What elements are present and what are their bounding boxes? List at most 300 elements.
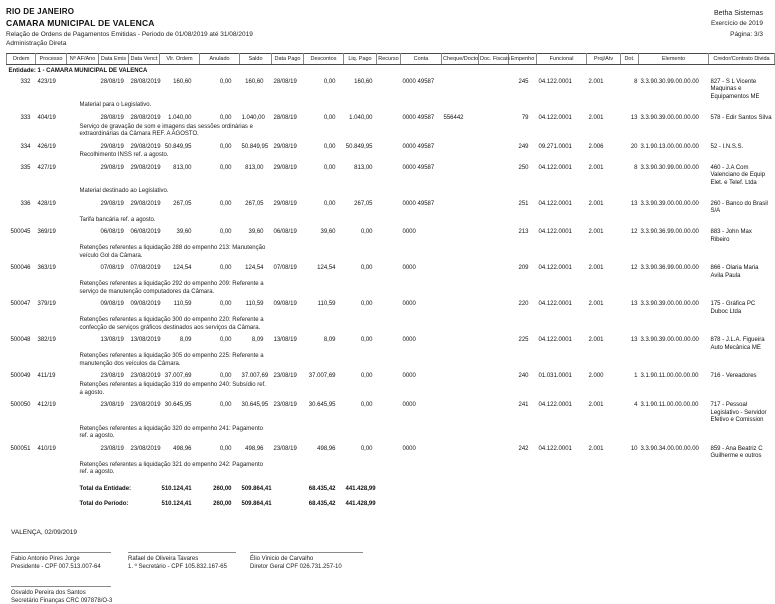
cell-descontos: 498,96: [317, 445, 336, 452]
cell-elemento: 3.3.90.36.99.00.00.00: [640, 229, 699, 236]
cell-af-ano: [67, 371, 99, 381]
cell-proj-atv: 2.001: [588, 114, 604, 121]
cell-data-emis: 29/08/19: [100, 164, 124, 171]
cell-anulado: 0,00: [219, 229, 232, 236]
order-description: Serviço de gravação de som e imagens das sessões ordinárias e extraordinárias da Câmara REF. A AGOSTO.: [79, 123, 253, 138]
cell-cheque-docto: [442, 163, 479, 188]
cell-descontos: 110,59: [317, 301, 336, 308]
cell-cheque-docto: [442, 444, 479, 461]
cell-liq-pago: 0,00: [360, 229, 373, 236]
order-description-row: [7, 425, 775, 444]
cell-doc-fiscais: [479, 400, 509, 425]
signature-line: [250, 552, 363, 553]
order-description-row: [7, 352, 775, 371]
order-description-row: [7, 280, 775, 299]
cell-descontos: 124,54: [317, 265, 336, 272]
column-header: Ordem: [7, 54, 36, 65]
cell-recurso: [377, 227, 401, 244]
cell-empenho: 225: [518, 337, 529, 344]
cell-descontos: 0,00: [323, 114, 336, 121]
spacer-cell: [7, 101, 67, 113]
order-row: [7, 163, 775, 188]
cell-funcional: 04.122.0001: [538, 200, 572, 207]
cell-funcional: 04.122.0001: [538, 78, 572, 85]
spacer-cell: [272, 495, 304, 511]
signature-role: Secretário Finanças CRC 097878/O-3: [11, 598, 113, 604]
cell-data-pago: 06/08/19: [273, 229, 297, 236]
spacer-cell: [272, 316, 775, 335]
cell-data-pago: 29/08/19: [273, 200, 297, 207]
cell-cheque-docto: [442, 400, 479, 425]
spacer-cell: [7, 216, 67, 228]
cell-af-ano: [67, 199, 99, 216]
cell-vlr-ordem: 39,60: [176, 229, 192, 236]
cell-elemento: 3.1.90.13.00.00.00.00: [640, 143, 699, 150]
cell-credor: 716 - Vereadores: [710, 373, 757, 380]
exercise-label: Exercício de 2019: [710, 20, 763, 28]
cell-dot: 13: [630, 114, 638, 121]
total-anulado: 260,00: [213, 485, 232, 492]
column-header: Data Pago: [272, 54, 304, 65]
signature-row: [11, 552, 763, 570]
cell-dot: 12: [630, 265, 638, 272]
cell-data-emis: 28/08/19: [100, 114, 124, 121]
cell-ordem: 500049: [10, 373, 31, 380]
cell-data-pago: 23/08/19: [273, 402, 297, 409]
cell-anulado: 0,00: [219, 301, 232, 308]
cell-proj-atv: 2.001: [588, 402, 604, 409]
cell-saldo: 37.007,69: [241, 373, 269, 380]
order-description: Recolhimento INSS ref. a agosto.: [79, 152, 169, 159]
cell-doc-fiscais: [479, 77, 509, 102]
order-description-row: [7, 216, 775, 228]
column-header: Anulado: [200, 54, 240, 65]
cell-ordem: 335: [20, 164, 31, 171]
cell-data-venct: 13/08/2019: [130, 337, 161, 344]
cell-data-pago: 23/08/19: [273, 373, 297, 380]
spacer-cell: [272, 244, 775, 263]
cell-saldo: 30.645,95: [241, 402, 269, 409]
cell-ordem: 500045: [10, 229, 31, 236]
order-description: Retenções referentes a liquidação 288 do empenho 213: Manutenção veículo Gol da Câmara.: [79, 245, 266, 259]
signature-block-director: [250, 552, 368, 570]
column-header: Descontos: [304, 54, 344, 65]
cell-data-emis: 23/08/19: [100, 373, 124, 380]
column-header: Dot.: [621, 54, 639, 65]
cell-processo: 427/19: [37, 164, 56, 171]
column-header: Saldo: [240, 54, 272, 65]
cell-empenho: 245: [518, 78, 529, 85]
cell-ordem: 332: [20, 78, 31, 85]
cell-cheque-docto: 556442: [443, 114, 464, 121]
signature-block-finance: [11, 586, 121, 604]
orders-table: [6, 53, 775, 511]
administration-label: Administração Direta: [6, 40, 67, 47]
cell-doc-fiscais: [479, 163, 509, 188]
cell-recurso: [377, 263, 401, 280]
spacer-cell: [7, 280, 67, 299]
spacer-cell: [7, 316, 67, 335]
column-header: Conta: [401, 54, 442, 65]
cell-processo: 412/19: [37, 402, 56, 409]
cell-processo: 426/19: [37, 143, 56, 150]
cell-data-venct: 29/08/2019: [130, 200, 161, 207]
order-row: [7, 335, 775, 352]
column-header: Credor/Contrato Divida: [709, 54, 775, 65]
cell-vlr-ordem: 124,54: [173, 265, 192, 272]
cell-saldo: 39,60: [248, 229, 264, 236]
cell-credor: 460 - J.A Com Valenciano de Equip Elet. e Telef. Ltda: [710, 164, 766, 186]
spacer-cell: [272, 280, 775, 299]
cell-empenho: 251: [518, 200, 529, 207]
cell-liq-pago: 0,00: [360, 402, 373, 409]
cell-credor: 52 - I.N.S.S.: [710, 143, 744, 150]
cell-ordem: 500048: [10, 337, 31, 344]
column-header: Data Venct: [129, 54, 160, 65]
order-row: [7, 142, 775, 152]
cell-credor: 859 - Ana Beatriz C Guilherme e outros: [710, 445, 763, 460]
order-description-row: [7, 244, 775, 263]
column-header: Elemento: [639, 54, 709, 65]
total-liq-pago: 441.428,99: [345, 501, 376, 508]
spacer-cell: [272, 461, 775, 480]
order-description-row: [7, 316, 775, 335]
cell-proj-atv: 2.000: [588, 373, 604, 380]
cell-conta: 0000: [402, 265, 416, 272]
total-liq-pago: 441.428,99: [345, 485, 376, 492]
cell-conta: 0000: [402, 301, 416, 308]
cell-doc-fiscais: [479, 227, 509, 244]
total-row: [7, 480, 775, 496]
order-description: Retenções referentes a liquidação 300 do empenho 220: Referente a confecção de serviços gráficos destinados aos serviços da Câmara.: [79, 317, 264, 331]
cell-liq-pago: 0,00: [360, 301, 373, 308]
cell-conta: 0000 49587: [402, 78, 435, 85]
cell-data-emis: 29/08/19: [100, 200, 124, 207]
cell-data-emis: 09/08/19: [100, 301, 124, 308]
column-header: Vlr. Ordem: [160, 54, 200, 65]
total-label: Total da Entidade:: [79, 485, 132, 492]
signature-line: [128, 552, 236, 553]
cell-processo: 411/19: [37, 373, 56, 380]
cell-empenho: 79: [521, 114, 529, 121]
cell-credor: 827 - S L Vicente Maquinas e Equipamentos ME: [710, 78, 760, 100]
cell-dot: 10: [630, 445, 638, 452]
cell-data-venct: 29/08/2019: [130, 164, 161, 171]
cell-anulado: 0,00: [219, 114, 232, 121]
cell-descontos: 8,09: [323, 337, 336, 344]
entity-label: Entidade: 1 - CAMARA MUNICIPAL DE VALENCA: [8, 68, 148, 74]
order-description: Retenções referentes a liquidação 292 do empenho 209: Referente a serviço de manutenção computadores da Câmara.: [79, 281, 264, 295]
cell-anulado: 0,00: [219, 337, 232, 344]
total-vlr-ordem: 510.124,41: [161, 485, 192, 492]
cell-anulado: 0,00: [219, 402, 232, 409]
cell-credor: 883 - John Max Ribeiro: [710, 229, 752, 243]
cell-funcional: 04.122.0001: [538, 337, 572, 344]
order-row: [7, 444, 775, 461]
cell-vlr-ordem: 30.645,95: [164, 402, 192, 409]
cell-empenho: 209: [518, 265, 529, 272]
cell-cheque-docto: [442, 263, 479, 280]
cell-data-pago: 13/08/19: [273, 337, 297, 344]
cell-cheque-docto: [442, 77, 479, 102]
cell-cheque-docto: [442, 199, 479, 216]
cell-af-ano: [67, 400, 99, 425]
spacer-cell: [7, 352, 67, 371]
cell-cheque-docto: [442, 371, 479, 381]
order-row: [7, 371, 775, 381]
cell-data-emis: 28/08/19: [100, 78, 124, 85]
cell-cheque-docto: [442, 299, 479, 316]
cell-doc-fiscais: [479, 263, 509, 280]
order-description-row: [7, 151, 775, 163]
spacer-cell: [272, 381, 775, 400]
signature-name: Osvaldo Pereira dos Santos: [11, 590, 86, 597]
report-subtitle: Relação de Ordens de Pagamentos Emitidas - Periodo de 01/08/2019 até 31/08/2019: [6, 31, 253, 38]
cell-doc-fiscais: [479, 444, 509, 461]
cell-conta: 0000 49587: [402, 200, 435, 207]
cell-af-ano: [67, 263, 99, 280]
cell-anulado: 0,00: [219, 265, 232, 272]
cell-data-pago: 09/08/19: [273, 301, 297, 308]
column-header: Proj/Atv: [587, 54, 621, 65]
total-vlr-ordem: 510.124,41: [161, 501, 192, 508]
cell-cheque-docto: [442, 335, 479, 352]
total-anulado: 260,00: [213, 501, 232, 508]
order-description: Retenções referentes a liquidação 305 do empenho 225: Referente a manutenção dos veículos da Câmara.: [79, 353, 264, 367]
order-description-row: [7, 381, 775, 400]
order-row: [7, 199, 775, 216]
cell-dot: 12: [630, 229, 638, 236]
cell-data-venct: 29/08/2019: [130, 143, 161, 150]
spacer-cell: [272, 123, 775, 142]
cell-data-emis: 23/08/19: [100, 445, 124, 452]
cell-conta: 0000: [402, 445, 416, 452]
cell-data-emis: 06/08/19: [100, 229, 124, 236]
cell-doc-fiscais: [479, 142, 509, 152]
cell-doc-fiscais: [479, 335, 509, 352]
spacer-cell: [272, 352, 775, 371]
cell-data-venct: 28/08/2019: [130, 78, 161, 85]
header-meta: [711, 7, 763, 40]
cell-funcional: 04.122.0001: [538, 265, 572, 272]
cell-proj-atv: 2.001: [588, 78, 604, 85]
cell-conta: 0000: [402, 229, 416, 236]
cell-af-ano: [67, 77, 99, 102]
signature-line: [11, 552, 111, 553]
cell-credor: 878 - J.L.A. Figueira Auto Mecânica ME: [710, 337, 765, 351]
cell-elemento: 3.3.90.30.99.00.00.00: [640, 78, 699, 85]
signature-role: 1. º Secretário - CPF 105.832.167-65: [128, 564, 227, 571]
cell-vlr-ordem: 50.849,95: [164, 143, 192, 150]
cell-saldo: 498,96: [245, 445, 264, 452]
spacer-cell: [7, 425, 67, 444]
cell-proj-atv: 2.001: [588, 265, 604, 272]
spacer-cell: [377, 480, 775, 496]
cell-recurso: [377, 142, 401, 152]
cell-funcional: 04.122.0001: [538, 229, 572, 236]
cell-data-pago: 28/08/19: [273, 114, 297, 121]
cell-funcional: 04.122.0001: [538, 301, 572, 308]
cell-data-pago: 28/08/19: [273, 78, 297, 85]
cell-vlr-ordem: 498,96: [173, 445, 192, 452]
cell-elemento: 3.3.90.39.00.00.00.00: [640, 114, 699, 121]
column-header: Liq. Pago: [344, 54, 377, 65]
order-description: Material destinado ao Legislativo.: [79, 188, 169, 195]
cell-descontos: 30.645,95: [308, 402, 336, 409]
column-header: Cheque/Docto: [442, 54, 479, 65]
cell-af-ano: [67, 163, 99, 188]
cell-processo: 410/19: [37, 445, 56, 452]
cell-recurso: [377, 335, 401, 352]
cell-processo: 404/19: [37, 114, 56, 121]
header-titles: [6, 7, 253, 47]
cell-doc-fiscais: [479, 299, 509, 316]
cell-af-ano: [67, 444, 99, 461]
cell-saldo: 50.849,95: [241, 143, 269, 150]
column-header: Doc. Fiscais: [479, 54, 509, 65]
cell-recurso: [377, 113, 401, 123]
cell-dot: 4: [634, 402, 638, 409]
order-description: Retenções referentes a liquidação 319 do empenho 240: Subsídio ref. a agosto.: [79, 382, 266, 396]
cell-proj-atv: 2.001: [588, 229, 604, 236]
cell-elemento: 3.1.90.11.00.00.00.00: [640, 373, 699, 380]
entity-title: CAMARA MUNICIPAL DE VALENCA: [6, 18, 155, 28]
cell-dot: 8: [634, 78, 638, 85]
cell-ordem: 334: [20, 143, 31, 150]
cell-funcional: 09.271.0001: [538, 143, 572, 150]
cell-credor: 578 - Edir Santos Silva: [710, 114, 772, 121]
order-description: Retenções referentes a liquidação 321 do empenho 242: Pagamento ref. a agosto.: [79, 461, 263, 476]
cell-descontos: 39,60: [320, 229, 336, 236]
cell-liq-pago: 267,05: [354, 200, 373, 207]
signature-name: Rafael de Oliveira Tavares: [128, 556, 199, 563]
cell-processo: 382/19: [37, 337, 56, 344]
cell-proj-atv: 2.001: [588, 301, 604, 308]
signature-role: Presidente - CPF 007.513.007-64: [11, 564, 101, 571]
cell-doc-fiscais: [479, 113, 509, 123]
cell-anulado: 0,00: [219, 143, 232, 150]
cell-descontos: 0,00: [323, 78, 336, 85]
cell-ordem: 500051: [10, 445, 31, 452]
spacer-cell: [272, 216, 775, 228]
cell-af-ano: [67, 335, 99, 352]
spacer-cell: [272, 480, 304, 496]
spacer-cell: [7, 495, 67, 511]
cell-descontos: 0,00: [323, 164, 336, 171]
vendor-label: Betha Sistemas: [713, 10, 763, 17]
cell-ordem: 500050: [10, 402, 31, 409]
cell-funcional: 04.122.0001: [538, 402, 572, 409]
cell-anulado: 0,00: [219, 445, 232, 452]
cell-saldo: 267,05: [245, 200, 264, 207]
cell-recurso: [377, 199, 401, 216]
order-description-row: [7, 187, 775, 199]
report-header: [6, 7, 763, 47]
cell-data-pago: 29/08/19: [273, 143, 297, 150]
cell-saldo: 124,54: [245, 265, 264, 272]
cell-af-ano: [67, 299, 99, 316]
cell-conta: 0000: [402, 337, 416, 344]
cell-processo: 379/19: [37, 301, 56, 308]
cell-saldo: 110,59: [245, 301, 264, 308]
spacer-cell: [377, 495, 775, 511]
cell-data-emis: 07/08/19: [100, 265, 124, 272]
spacer-cell: [7, 480, 67, 496]
cell-vlr-ordem: 160,60: [173, 78, 192, 85]
cell-empenho: 241: [518, 402, 529, 409]
total-saldo: 509.864,41: [241, 501, 272, 508]
cell-vlr-ordem: 8,09: [179, 337, 192, 344]
cell-cheque-docto: [442, 227, 479, 244]
cell-conta: 0000 49587: [402, 114, 435, 121]
cell-saldo: 160,60: [245, 78, 264, 85]
spacer-cell: [272, 151, 775, 163]
cell-credor: 717 - Pessoal Legislativo - Servidor Efetivo e Comission: [710, 402, 767, 424]
cell-af-ano: [67, 113, 99, 123]
cell-dot: 13: [630, 301, 638, 308]
order-row: [7, 227, 775, 244]
cell-liq-pago: 813,00: [354, 164, 373, 171]
state-title: RIO DE JANEIRO: [6, 7, 75, 16]
cell-data-venct: 23/08/2019: [130, 373, 161, 380]
cell-recurso: [377, 299, 401, 316]
order-description-row: [7, 123, 775, 142]
cell-empenho: 220: [518, 301, 529, 308]
column-header: Data Emis: [99, 54, 129, 65]
cell-processo: 369/19: [37, 229, 56, 236]
cell-af-ano: [67, 142, 99, 152]
cell-processo: 363/19: [37, 265, 56, 272]
cell-elemento: 3.3.90.36.99.00.00.00: [640, 265, 699, 272]
order-description: Tarifa bancária ref. a agosto.: [79, 216, 156, 223]
cell-proj-atv: 2.001: [588, 200, 604, 207]
total-row: [7, 495, 775, 511]
cell-ordem: 333: [20, 114, 31, 121]
spacer-cell: [7, 151, 67, 163]
cell-funcional: 01.031.0001: [538, 373, 572, 380]
total-descontos: 68.435,42: [308, 485, 336, 492]
signature-line: [11, 586, 111, 587]
cell-doc-fiscais: [479, 371, 509, 381]
cell-credor: 866 - Olaria Maria Avila Paula: [710, 265, 759, 279]
cell-recurso: [377, 163, 401, 188]
order-row: [7, 400, 775, 425]
cell-data-venct: 07/08/2019: [130, 265, 161, 272]
order-description-row: [7, 101, 775, 113]
cell-proj-atv: 2.001: [588, 164, 604, 171]
cell-data-emis: 13/08/19: [100, 337, 124, 344]
cell-data-venct: 09/08/2019: [130, 301, 161, 308]
cell-liq-pago: 0,00: [360, 373, 373, 380]
signature-block-secretary: [128, 552, 242, 570]
cell-conta: 0000: [402, 373, 416, 380]
cell-empenho: 242: [518, 445, 529, 452]
cell-funcional: 04.122.0001: [538, 164, 572, 171]
cell-recurso: [377, 400, 401, 425]
cell-recurso: [377, 444, 401, 461]
column-header: Funcional: [537, 54, 587, 65]
entity-row: [7, 65, 775, 77]
cell-data-venct: 28/08/2019: [130, 114, 161, 121]
order-row: [7, 77, 775, 102]
page-number: Página: 3/3: [730, 30, 763, 38]
cell-data-pago: 29/08/19: [273, 164, 297, 171]
cell-saldo: 8,09: [251, 337, 264, 344]
cell-data-pago: 07/08/19: [273, 265, 297, 272]
cell-ordem: 336: [20, 200, 31, 207]
column-header: Nº AF/Ano: [67, 54, 99, 65]
column-header-row: [7, 54, 775, 65]
